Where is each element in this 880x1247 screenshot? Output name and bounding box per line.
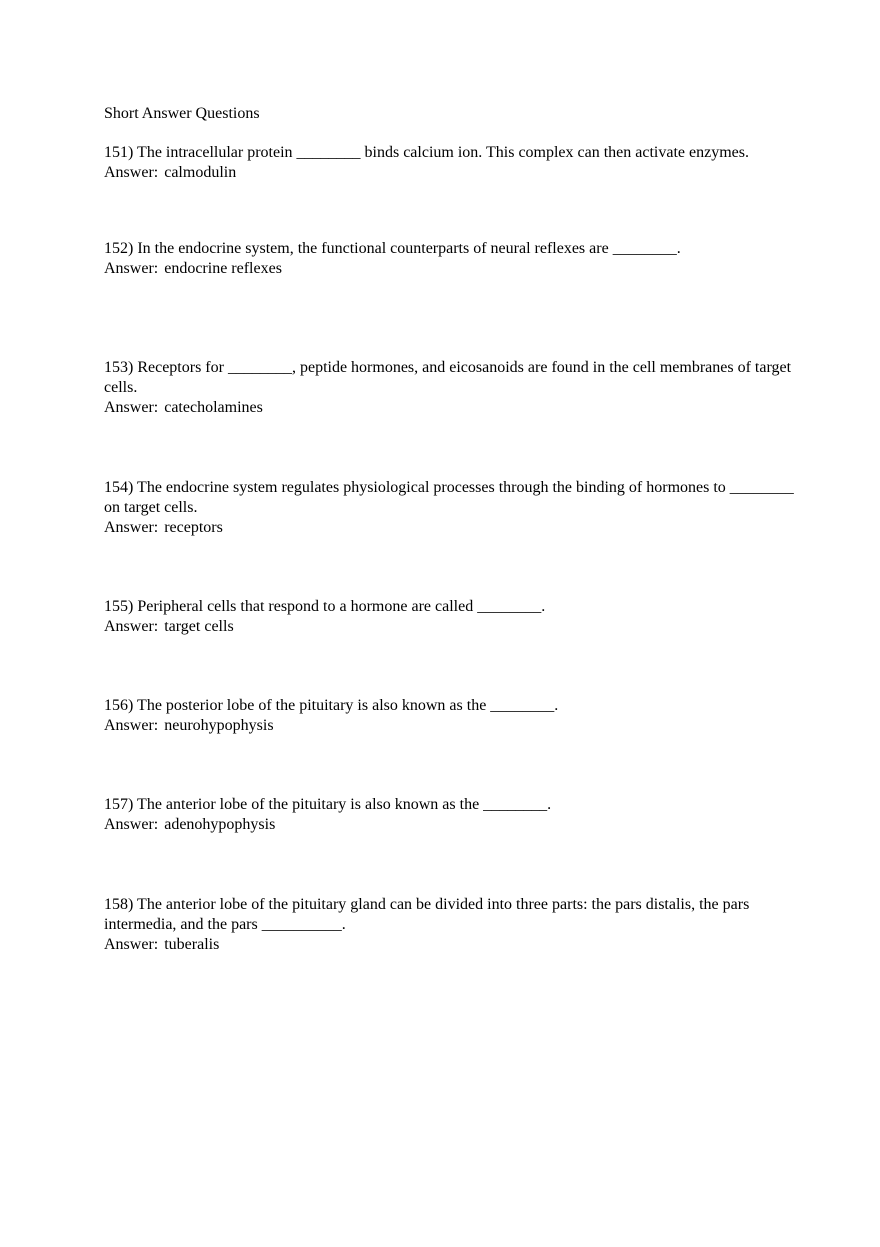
answer-line (104, 935, 794, 955)
answer-line (104, 617, 794, 637)
answer-value: calmodulin (164, 164, 237, 181)
answer-value: tuberalis (164, 936, 220, 953)
answer-line (104, 716, 794, 736)
answer-label: Answer: (104, 399, 159, 416)
question-151 (104, 143, 794, 183)
question-text: 153) Receptors for ________, peptide hormones, and eicosanoids are found in the cell membranes of target cells. (104, 359, 792, 396)
answer-label: Answer: (104, 816, 159, 833)
answer-label: Answer: (104, 164, 159, 181)
answer-line (104, 163, 794, 183)
question-text: 152) In the endocrine system, the functional counterparts of neural reflexes are ________. (104, 240, 681, 257)
question-156 (104, 696, 794, 736)
question-text: 155) Peripheral cells that respond to a hormone are called ________. (104, 598, 546, 615)
question-text: 154) The endocrine system regulates physiological processes through the binding of hormones to ________ on target cells. (104, 479, 794, 516)
answer-line (104, 518, 794, 538)
question-154 (104, 478, 794, 538)
question-152 (104, 239, 794, 279)
question-153 (104, 358, 794, 418)
answer-line (104, 815, 794, 835)
answer-value: receptors (164, 519, 223, 536)
answer-value: target cells (164, 618, 234, 635)
section-heading: Short Answer Questions (104, 105, 260, 122)
question-text: 151) The intracellular protein ________ binds calcium ion. This complex can then activate enzymes. (104, 144, 749, 161)
answer-label: Answer: (104, 260, 159, 277)
question-157 (104, 795, 794, 835)
question-158 (104, 895, 794, 955)
question-text: 156) The posterior lobe of the pituitary is also known as the ________. (104, 697, 559, 714)
answer-value: adenohypophysis (164, 816, 276, 833)
answer-line (104, 398, 794, 418)
answer-line (104, 259, 794, 279)
answer-value: endocrine reflexes (164, 260, 282, 277)
answer-label: Answer: (104, 519, 159, 536)
answer-value: neurohypophysis (164, 717, 274, 734)
answer-label: Answer: (104, 717, 159, 734)
answer-label: Answer: (104, 618, 159, 635)
question-text: 157) The anterior lobe of the pituitary is also known as the ________. (104, 796, 552, 813)
answer-value: catecholamines (164, 399, 263, 416)
question-155 (104, 597, 794, 637)
answer-label: Answer: (104, 936, 159, 953)
question-text: 158) The anterior lobe of the pituitary gland can be divided into three parts: the pars distalis, the pars intermedia, and the pars __________. (104, 896, 750, 933)
